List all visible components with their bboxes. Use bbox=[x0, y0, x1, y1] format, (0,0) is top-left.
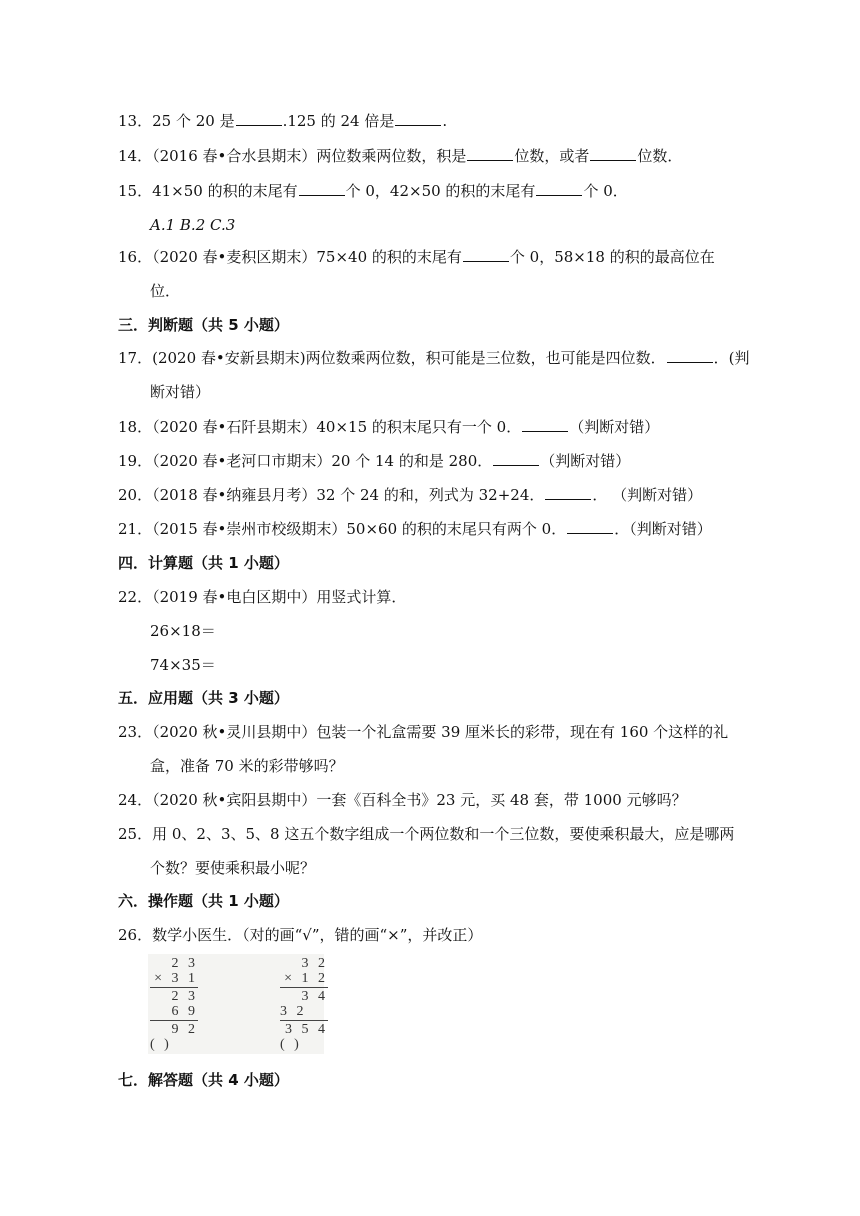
question-22: 22．（2019 春•电白区期中）用竖式计算． bbox=[118, 588, 407, 606]
q20-text-a: 20．（2018 春•纳雍县月考）32 个 24 的和，列式为 32+24． bbox=[118, 486, 545, 504]
answer-blank[interactable] bbox=[522, 417, 568, 432]
section-3-heading: 三．判断题（共 5 小题） bbox=[118, 316, 289, 334]
q21-text-b: ．（判断对错） bbox=[614, 520, 712, 538]
calc2-result: 3 5 4 bbox=[285, 1022, 328, 1037]
q19-text-a: 19．（2020 春•老河口市期末）20 个 14 的和是 280． bbox=[118, 452, 493, 470]
question-18 bbox=[118, 417, 742, 437]
calc1-partial-2: 6 9 bbox=[171, 1004, 198, 1019]
question-21 bbox=[118, 519, 742, 539]
q16-text-b: 个 0，58×18 的积的最高位在 bbox=[509, 248, 715, 266]
question-20 bbox=[118, 485, 742, 505]
calc1-multiplicand: 2 3 bbox=[171, 956, 198, 971]
calc2-multiplier: × 1 2 bbox=[284, 971, 328, 986]
q15-text-b: 个 0，42×50 的积的末尾有 bbox=[345, 182, 536, 200]
q14-text-a: 14．（2016 春•合水县期末）两位数乘两位数，积是 bbox=[118, 147, 467, 165]
calc2-rule bbox=[280, 1020, 328, 1021]
question-26: 26．数学小医生．（对的画“√”，错的画“×”，并改正） bbox=[118, 926, 483, 944]
section-5-heading: 五．应用题（共 3 小题） bbox=[118, 689, 289, 707]
calc2-partial-2: 3 2 bbox=[280, 1004, 307, 1019]
question-23-cont: 盒，准备 70 米的彩带够吗？ bbox=[150, 757, 344, 775]
q18-text-a: 18．（2020 春•石阡县期末）40×15 的积末尾只有一个 0． bbox=[118, 418, 522, 436]
answer-blank[interactable] bbox=[493, 451, 539, 466]
question-25: 25．用 0、2、3、5、8 这五个数字组成一个两位数和一个三位数，要使乘积最大，应是哪两 bbox=[118, 825, 735, 843]
q17-text-b: ．(判 bbox=[713, 349, 750, 367]
vertical-calc-2 bbox=[280, 956, 328, 1052]
question-17-cont: 断对错） bbox=[150, 383, 211, 401]
q13-text-c: . bbox=[442, 112, 448, 130]
calc2-partial-1: 3 4 bbox=[301, 989, 328, 1004]
answer-blank[interactable] bbox=[667, 348, 713, 363]
q19-text-b: （判断对错） bbox=[540, 452, 631, 470]
answer-blank[interactable] bbox=[236, 111, 282, 126]
q18-text-b: （判断对错） bbox=[569, 418, 660, 436]
calc2-multiplicand: 3 2 bbox=[301, 956, 328, 971]
q13-text-b: .125 的 24 倍是 bbox=[282, 112, 395, 130]
question-17 bbox=[118, 348, 750, 368]
answer-blank[interactable] bbox=[395, 111, 441, 126]
answer-blank[interactable] bbox=[299, 181, 345, 196]
calc2-judgement-blank[interactable]: ( ) bbox=[280, 1037, 302, 1052]
q15-text-c: 个 0． bbox=[583, 182, 628, 200]
q17-text-a: 17．(2020 春•安新县期末)两位数乘两位数，积可能是三位数，也可能是四位数． bbox=[118, 349, 666, 367]
calc1-result: 9 2 bbox=[171, 1022, 198, 1037]
question-15-options: A.1 B.2 C.3 bbox=[150, 216, 236, 234]
question-23: 23．（2020 秋•灵川县期中）包装一个礼盒需要 39 厘米长的彩带，现在有 160 个这样的礼 bbox=[118, 723, 729, 741]
question-13 bbox=[118, 111, 742, 131]
section-6-heading: 六．操作题（共 1 小题） bbox=[118, 892, 289, 910]
question-14 bbox=[118, 146, 742, 166]
question-25-cont: 个数？要使乘积最小呢？ bbox=[150, 859, 316, 877]
answer-blank[interactable] bbox=[467, 146, 513, 161]
question-16-cont: 位． bbox=[150, 282, 181, 300]
calc1-rule bbox=[150, 987, 198, 988]
vertical-calc-1 bbox=[150, 956, 198, 1052]
answer-blank[interactable] bbox=[545, 485, 591, 500]
answer-blank[interactable] bbox=[463, 247, 509, 262]
calc1-partial-1: 2 3 bbox=[171, 989, 198, 1004]
q16-text-a: 16．（2020 春•麦积区期末）75×40 的积的末尾有 bbox=[118, 248, 462, 266]
q14-text-b: 位数，或者 bbox=[514, 147, 590, 165]
q21-text-a: 21．（2015 春•崇州市校级期末）50×60 的积的末尾只有两个 0． bbox=[118, 520, 567, 538]
calc2-rule bbox=[280, 987, 328, 988]
q13-text-a: 13．25 个 20 是 bbox=[118, 112, 235, 130]
calc1-judgement-blank[interactable]: ( ) bbox=[150, 1037, 172, 1052]
question-16 bbox=[118, 247, 742, 267]
question-15 bbox=[118, 181, 742, 201]
question-24: 24．（2020 秋•宾阳县期中）一套《百科全书》23 元，买 48 套，带 1000 元够吗？ bbox=[118, 791, 687, 809]
answer-blank[interactable] bbox=[567, 519, 613, 534]
calc1-rule bbox=[150, 1020, 198, 1021]
section-7-heading: 七．解答题（共 4 小题） bbox=[118, 1071, 289, 1089]
question-19 bbox=[118, 451, 742, 471]
section-4-heading: 四．计算题（共 1 小题） bbox=[118, 554, 289, 572]
q14-text-c: 位数． bbox=[637, 147, 683, 165]
calc1-multiplier: × 3 1 bbox=[154, 971, 198, 986]
question-22-item-2: 74×35＝ bbox=[150, 656, 216, 674]
q15-text-a: 15．41×50 的积的末尾有 bbox=[118, 182, 298, 200]
answer-blank[interactable] bbox=[536, 181, 582, 196]
answer-blank[interactable] bbox=[590, 146, 636, 161]
q20-text-b: ． （判断对错） bbox=[592, 486, 703, 504]
question-22-item-1: 26×18＝ bbox=[150, 622, 216, 640]
